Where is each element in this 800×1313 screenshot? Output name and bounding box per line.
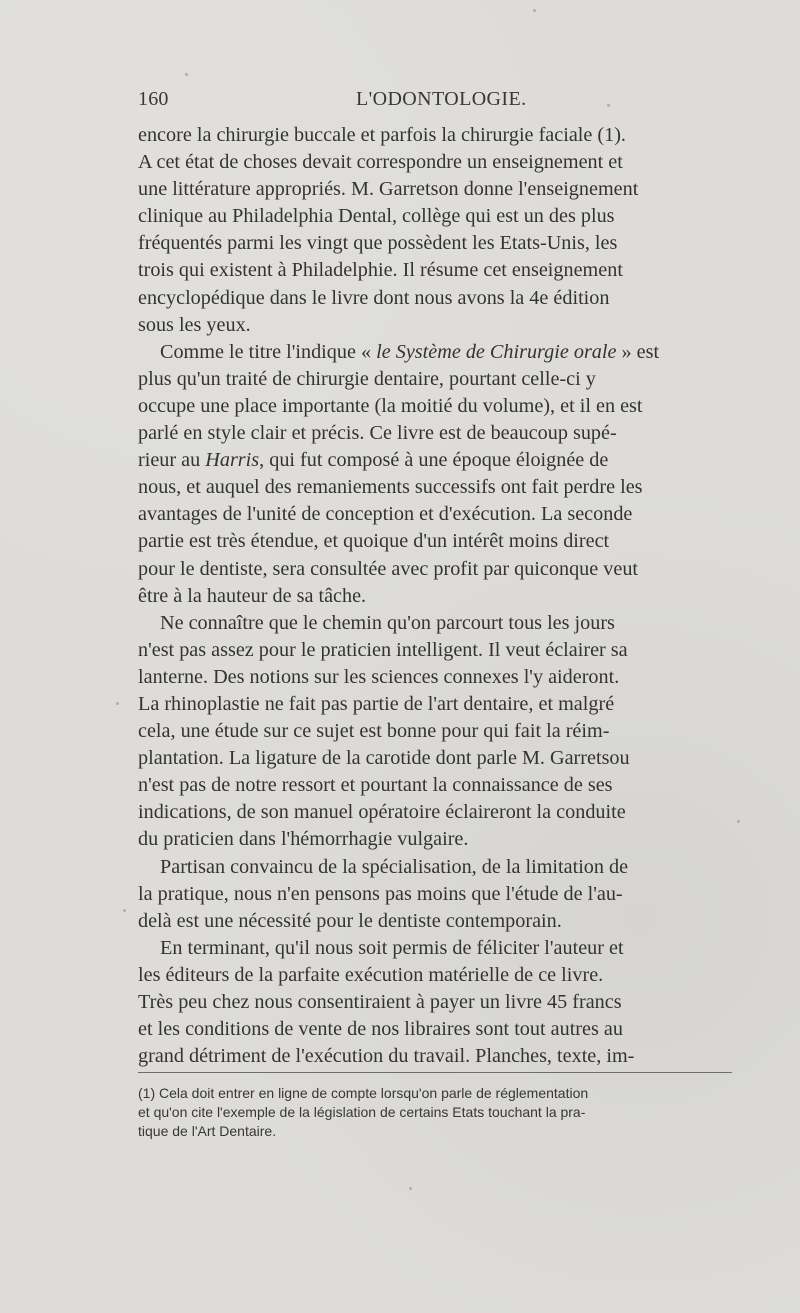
page-number: 160 [138, 88, 169, 110]
text-line: n'est pas de notre ressort et pourtant la connaissance de ses [138, 774, 613, 797]
text-line: indications, de son manuel opératoire éclaireront la conduite [138, 801, 626, 824]
paper-speck [123, 909, 126, 912]
footnote [138, 1084, 732, 1141]
paragraph-2 [138, 339, 732, 610]
text-line: et les conditions de vente de nos libraires sont tout autres au [138, 1018, 623, 1041]
text-line: encyclopédique dans le livre dont nous avons la 4e édition [138, 286, 610, 309]
running-header [138, 88, 732, 116]
text-line: pour le dentiste, sera consultée avec profit par quiconque veut [138, 557, 639, 580]
text-line: la pratique, nous n'en pensons pas moins que l'étude de l'au- [138, 882, 623, 905]
text-line: Comme le titre l'indique « le Système de Chirurgie orale » est [160, 340, 660, 363]
paragraph-1 [138, 122, 732, 339]
text-line: nous, et auquel des remaniements successifs ont fait perdre les [138, 476, 643, 499]
text-line: les éditeurs de la parfaite exécution matérielle de ce livre. [138, 963, 604, 986]
text-line: cela, une étude sur ce sujet est bonne pour qui fait la réim- [138, 720, 610, 743]
text-line: une littérature appropriés. M. Garretson donne l'enseignement [138, 178, 639, 201]
text-line: A cet état de choses devait correspondre un enseignement et [138, 151, 623, 174]
footnote-separator [138, 1072, 732, 1073]
paper-speck [185, 73, 188, 76]
footnote-line: (1) Cela doit entrer en ligne de compte lorsqu'on parle de réglementation [138, 1085, 589, 1101]
text-line: du praticien dans l'hémorrhagie vulgaire. [138, 828, 469, 851]
footnote-line: et qu'on cite l'exemple de la législation de certains Etats touchant la pra- [138, 1104, 586, 1120]
paragraph-3 [138, 610, 732, 854]
text-line: grand détriment de l'exécution du travail. Planches, texte, im- [138, 1045, 635, 1068]
text-line: clinique au Philadelphia Dental, collège qui est un des plus [138, 205, 615, 228]
text-line: partie est très étendue, et quoique d'un intérêt moins direct [138, 530, 610, 553]
paper-speck [116, 702, 119, 705]
author-title-italic: Harris [205, 449, 260, 472]
main-text [138, 122, 732, 1070]
text-line: plantation. La ligature de la carotide dont parle M. Garretsou [138, 747, 630, 770]
text-line: sous les yeux. [138, 313, 251, 336]
text-line: fréquentés parmi les vingt que possèdent les Etats-Unis, les [138, 232, 618, 255]
running-title: L'ODONTOLOGIE. [356, 88, 527, 110]
text-line: encore la chirurgie buccale et parfois la chirurgie faciale (1). [138, 124, 626, 146]
footnote-line: tique de l'Art Dentaire. [138, 1123, 277, 1139]
book-title-italic: le Système de Chirurgie orale [376, 340, 617, 363]
paragraph-4 [138, 854, 732, 935]
text-line: trois qui existent à Philadelphie. Il résume cet enseignement [138, 259, 623, 282]
paper-speck [533, 9, 536, 12]
paper-speck [409, 1187, 412, 1190]
paper-speck [737, 820, 740, 823]
text-line: parlé en style clair et précis. Ce livre est de beaucoup supé- [138, 422, 617, 445]
text-line: Ne connaître que le chemin qu'on parcourt tous les jours [160, 611, 615, 634]
text-line: avantages de l'unité de conception et d'exécution. La seconde [138, 503, 633, 526]
text-line: delà est une nécessité pour le dentiste contemporain. [138, 909, 562, 932]
text-line: Très peu chez nous consentiraient à payer un livre 45 francs [138, 991, 622, 1013]
text-line: occupe une place importante (la moitié du volume), et il en est [138, 394, 643, 417]
text-line: n'est pas assez pour le praticien intelligent. Il veut éclairer sa [138, 638, 628, 661]
text-line: lanterne. Des notions sur les sciences connexes l'y aideront. [138, 665, 620, 688]
paper-speck [607, 104, 610, 107]
text-line: rieur au Harris, qui fut composé à une époque éloignée de [138, 449, 609, 472]
text-line: La rhinoplastie ne fait pas partie de l'art dentaire, et malgré [138, 692, 615, 715]
paragraph-5 [138, 935, 732, 1070]
text-line: En terminant, qu'il nous soit permis de féliciter l'auteur et [160, 936, 624, 959]
text-line: être à la hauteur de sa tâche. [138, 584, 367, 607]
text-line: Partisan convaincu de la spécialisation, de la limitation de [160, 855, 629, 878]
text-line: plus qu'un traité de chirurgie dentaire, pourtant celle-ci y [138, 367, 596, 390]
